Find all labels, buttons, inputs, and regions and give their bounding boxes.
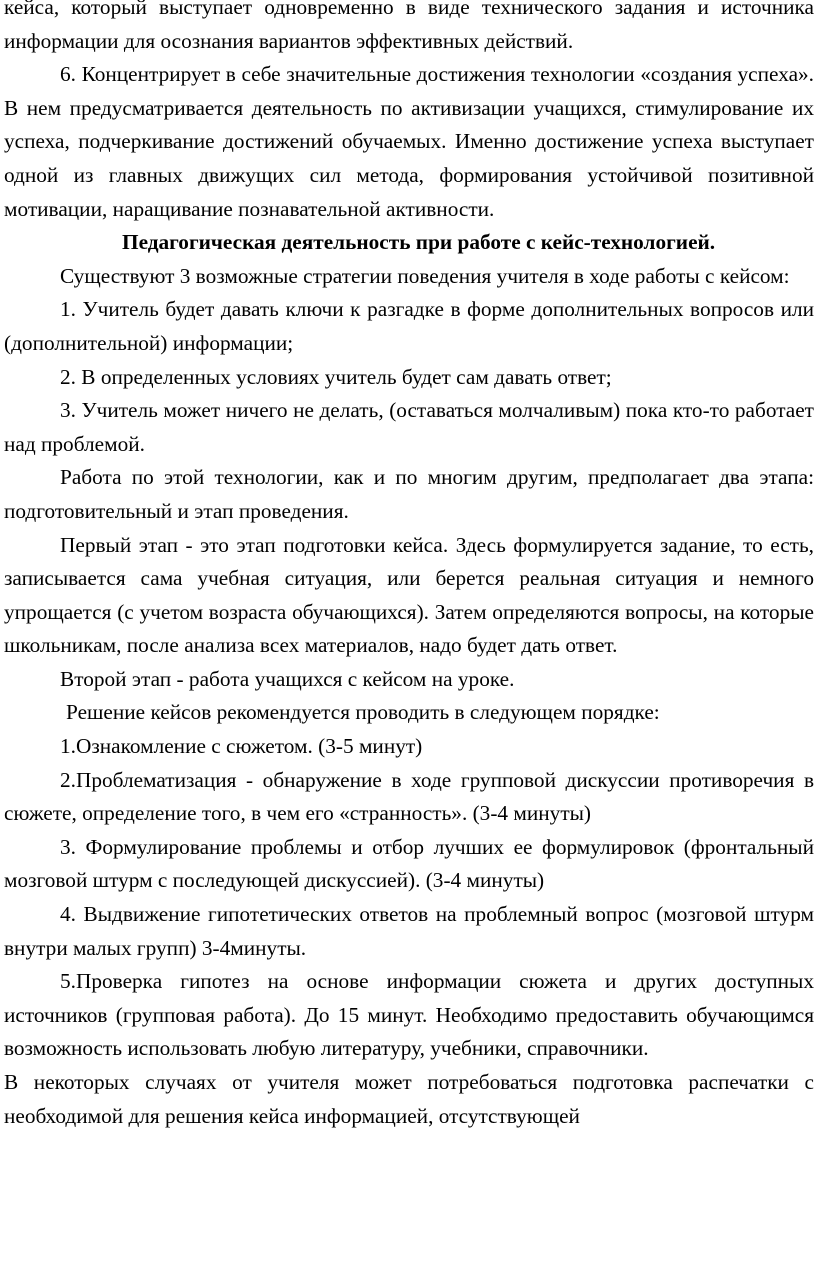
paragraph-first-stage: Первый этап - это этап подготовки кейса. Здесь формулируется задание, то есть, записывается сама учебная ситуация, или берется реальная ситуация и немного упрощается (с учетом возраста обучающихся). Затем определяются вопросы, на которые школьникам, после анализа всех материалов, надо будет дать ответ. [4,532,814,658]
list-item-strategy-2: 2. В определенных условиях учитель будет сам давать ответ; [60,364,612,389]
list-item-step-1: 1.Ознакомление с сюжетом. (3-5 минут) [60,734,423,759]
list-item-strategy-3: 3. Учитель может ничего не делать, (оставаться молчаливым) пока кто-то работает над проблемой. [4,398,814,456]
list-item-step-2: 2.Проблематизация - обнаружение в ходе групповой дискуссии противоречия в сюжете, определение того, в чем его «странность». (3-4 минуты) [4,767,814,826]
list-item-step-4: 4. Выдвижение гипотетических ответов на проблемный вопрос (мозговой штурм внутри малых групп) 3-4минуты. [4,902,814,960]
paragraph-point-6: 6. Концентрирует в себе значительные достижения технологии «создания успеха». В нем предусматривается деятельность по активизации учащихся, стимулирование их успеха, подчеркивание достижений обучаемых. Именно достижение успеха выступает одной из главных движущих сил метода, формирования устойчивой позитивной мотивации, наращивание познавательной активности. [4,62,814,221]
list-item-strategy-1: 1. Учитель будет давать ключи к разгадке в форме дополнительных вопросов или (дополнительной) информации; [4,297,814,355]
paragraph-strategies-intro: Существуют 3 возможные стратегии поведения учителя в ходе работы с кейсом: [60,263,790,288]
paragraph-second-stage: Второй этап - работа учащихся с кейсом на уроке. [60,666,515,691]
paragraph-printout-note: В некоторых случаях от учителя может потребоваться подготовка распечатки с необходимой для решения кейса информацией, отсутствующей [4,1070,814,1128]
paragraph-two-stages: Работа по этой технологии, как и по многим другим, предполагает два этапа: подготовительный и этап проведения. [4,465,814,523]
section-heading: Педагогическая деятельность при работе с кейс-технологией. [122,230,716,255]
paragraph-solving-order: Решение кейсов рекомендуется проводить в следующем порядке: [66,700,660,725]
paragraph-continuation: кейса, который выступает одновременно в виде технического задания и источника информации для осознания вариантов эффективных действий. [4,0,814,53]
list-item-step-3: 3. Формулирование проблемы и отбор лучших ее формулировок (фронтальный мозговой штурм с последующей дискуссией). (3-4 минуты) [4,834,814,893]
list-item-step-5: 5.Проверка гипотез на основе информации сюжета и других доступных источников (групповая работа). До 15 минут. Необходимо предоставить обучающимся возможность использовать любую литературу, учебники, справочники. [4,969,814,1061]
